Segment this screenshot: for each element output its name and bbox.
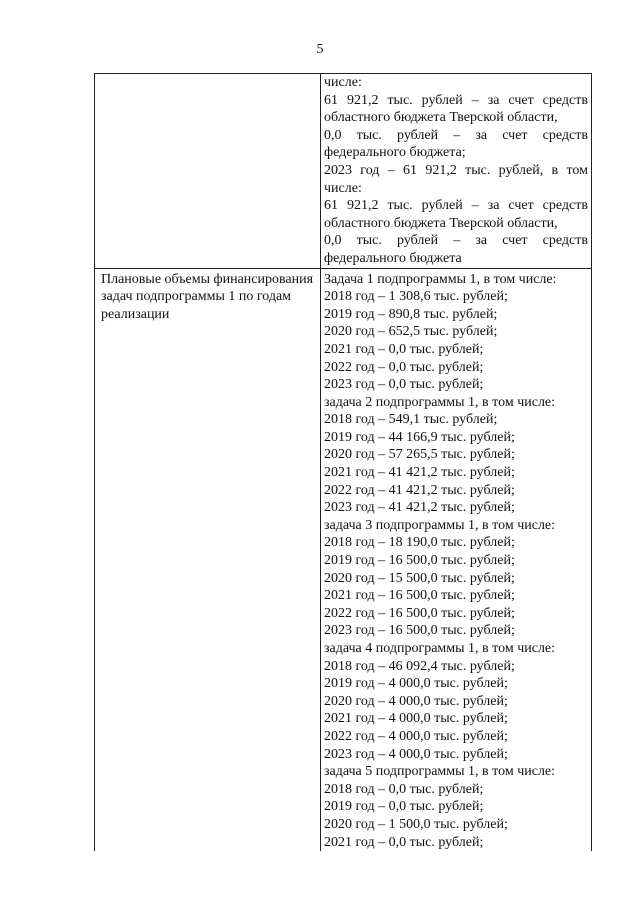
text-line: 2023 год – 16 500,0 тыс. рублей; — [324, 623, 515, 639]
text-line: 2018 год – 46 092,4 тыс. рублей; — [324, 658, 515, 674]
text-line: 2022 год – 0,0 тыс. рублей; — [324, 359, 484, 375]
text-line: Задача 1 подпрограммы 1, в том числе: — [324, 271, 557, 287]
text-line: 2019 год – 44 166,9 тыс. рублей; — [324, 429, 515, 445]
text-line: 2022 год – 16 500,0 тыс. рублей; — [324, 605, 515, 621]
table-row — [95, 268, 592, 851]
text-line: 2021 год – 16 500,0 тыс. рублей; — [324, 588, 515, 604]
row1-left-text — [95, 74, 320, 76]
text-line: 2018 год – 1 308,6 тыс. рублей; — [324, 289, 508, 305]
text-line: 2023 год – 0,0 тыс. рублей; — [324, 377, 484, 393]
row2-right-cell — [321, 268, 592, 851]
text-line: 2020 год – 652,5 тыс. рублей; — [324, 324, 498, 340]
text-line: 2023 год – 41 421,2 тыс. рублей; — [324, 500, 515, 516]
text-line: 2021 год – 4 000,0 тыс. рублей; — [324, 711, 508, 727]
text-line: 61 921,2 тыс. рублей – за счет средств — [324, 198, 588, 214]
text-line: областного бюджета Тверской области, — [324, 110, 558, 126]
text-line: 61 921,2 тыс. рублей – за счет средств — [324, 92, 588, 108]
table-row — [95, 74, 592, 269]
text-line: числе: — [324, 180, 362, 196]
text-line: 2020 год – 15 500,0 тыс. рублей; — [324, 570, 515, 586]
text-line: числе: — [324, 75, 362, 90]
text-line: 2018 год – 549,1 тыс. рублей; — [324, 412, 498, 428]
text-line: 2022 год – 4 000,0 тыс. рублей; — [324, 728, 508, 744]
program-table — [94, 73, 592, 851]
text-line: задача 2 подпрограммы 1, в том числе: — [324, 394, 556, 410]
row2-left-cell — [95, 268, 321, 851]
text-line: федерального бюджета; — [324, 145, 466, 161]
text-line: 2019 год – 16 500,0 тыс. рублей; — [324, 553, 515, 569]
page-number: 5 — [316, 42, 324, 57]
text-line: 2020 год – 4 000,0 тыс. рублей; — [324, 693, 508, 709]
text-line: 2021 год – 0,0 тыс. рублей; — [324, 341, 484, 357]
text-line: 2021 год – 0,0 тыс. рублей; — [324, 834, 484, 850]
row1-right-cell — [321, 74, 592, 269]
text-line: 2023 год – 61 921,2 тыс. рублей, в том — [324, 162, 588, 178]
text-line: 0,0 тыс. рублей – за счет средств — [324, 233, 588, 249]
text-line: 2019 год – 0,0 тыс. рублей; — [324, 799, 484, 815]
text-line: 2020 год – 1 500,0 тыс. рублей; — [324, 816, 508, 832]
row1-left-cell — [95, 74, 321, 269]
text-line: 2019 год – 4 000,0 тыс. рублей; — [324, 676, 508, 692]
text-line: 0,0 тыс. рублей – за счет средств — [324, 127, 588, 143]
text-line: 2021 год – 41 421,2 тыс. рублей; — [324, 465, 515, 481]
text-line: федерального бюджета — [324, 250, 462, 266]
text-line: 2019 год – 890,8 тыс. рублей; — [324, 306, 498, 322]
text-line: 2018 год – 0,0 тыс. рублей; — [324, 781, 484, 797]
text-line: 2018 год – 18 190,0 тыс. рублей; — [324, 535, 515, 551]
text-line: задача 4 подпрограммы 1, в том числе: — [324, 641, 556, 656]
row2-left-text: Плановые объемы финансирования задач подпрограммы 1 по годам реализации — [101, 271, 314, 322]
text-line: областного бюджета Тверской области, — [324, 215, 558, 231]
text-line: задача 5 подпрограммы 1, в том числе: — [324, 764, 556, 780]
row1-text-lines — [321, 74, 591, 268]
row2-text-lines — [321, 269, 591, 852]
text-line: 2020 год – 57 265,5 тыс. рублей; — [324, 447, 515, 463]
text-line: 2023 год – 4 000,0 тыс. рублей; — [324, 746, 508, 762]
text-line: задача 3 подпрограммы 1, в том числе: — [324, 517, 556, 533]
text-line: 2022 год – 41 421,2 тыс. рублей; — [324, 482, 515, 498]
